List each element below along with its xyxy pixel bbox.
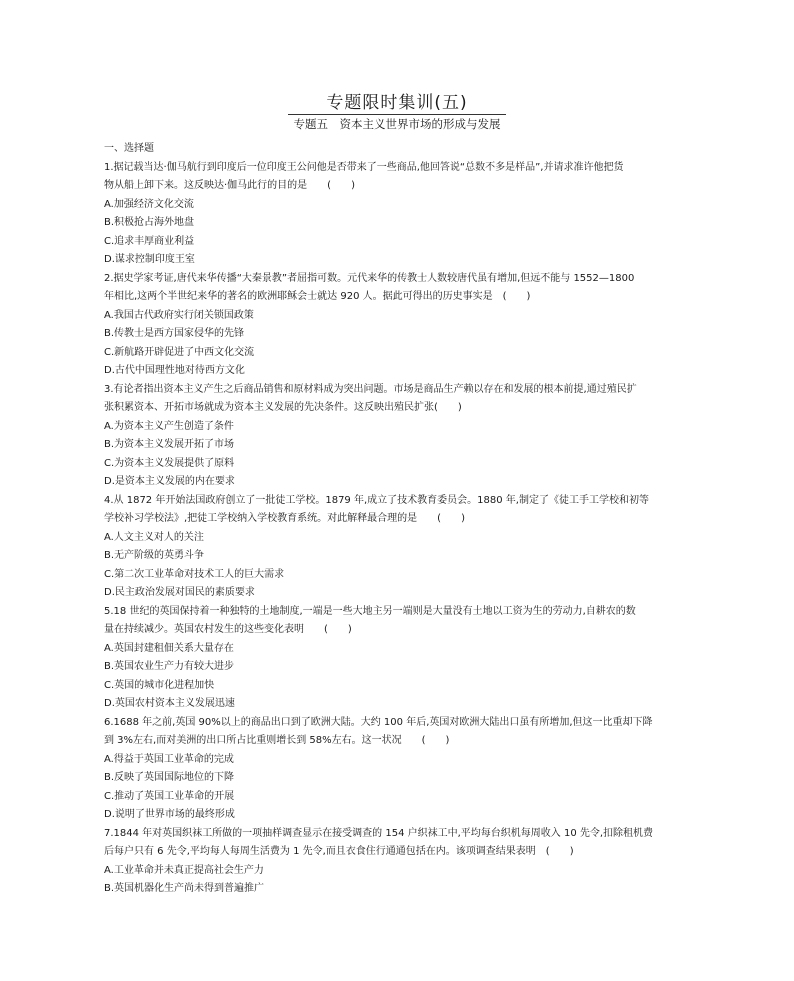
page-subtitle: 专题五 资本主义世界市场的形成与发展 <box>293 117 501 131</box>
answer-option: B.积极抢占海外地盘 <box>104 217 195 228</box>
answer-option: D.说明了世界市场的最终形成 <box>104 809 235 820</box>
answer-option: C.第二次工业革命对技术工人的巨大需求 <box>104 568 285 580</box>
question-6 <box>104 714 694 825</box>
question-stem-line: 年相比,这两个半世纪来华的著名的欧洲耶稣会士就达 920 人。据此可得出的历史事实是 ( ) <box>104 291 531 302</box>
answer-option: D.是资本主义发展的内在要求 <box>104 476 235 487</box>
answer-option: B.无产阶级的英勇斗争 <box>104 550 205 561</box>
question-stem-line: 2.据史学家考证,唐代来华传播“大秦景教”者屈指可数。元代来华的传教士人数较唐代虽有增加,但远不能与 1552—1800 <box>104 272 635 284</box>
question-stem-line: 量在持续减少。英国农村发生的这些变化表明 ( ) <box>104 624 352 635</box>
answer-option: C.追求丰厚商业利益 <box>104 235 195 247</box>
answer-option: B.英国农业生产力有较大进步 <box>104 661 235 672</box>
answer-option: C.英国的城市化进程加快 <box>104 679 215 691</box>
answer-option: B.传教士是西方国家侵华的先锋 <box>104 328 245 339</box>
answer-option: C.为资本主义发展提供了原料 <box>104 457 235 469</box>
answer-option: A.人文主义对人的关注 <box>104 531 204 543</box>
question-stem-line: 到 3%左右,而对美洲的出口所占比重则增长到 58%左右。这一状况 ( ) <box>104 735 450 746</box>
question-stem-line: 学校补习学校法》,把徒工学校纳入学校教育系统。对此解释最合理的是 ( ) <box>104 513 465 524</box>
question-stem-line: 3.有论者指出资本主义产生之后商品销售和原材料成为突出问题。市场是商品生产赖以存在和发展的根本前提,通过殖民扩 <box>104 383 637 395</box>
question-stem-line: 4.从 1872 年开始法国政府创立了一批徒工学校。1879 年,成立了技术教育委员会。1880 年,制定了《徒工手工学校和初等 <box>104 494 649 506</box>
answer-option: B.为资本主义发展开拓了市场 <box>104 439 235 450</box>
question-stem-line: 1.据记载当达·伽马航行到印度后一位印度王公问他是否带来了一些商品,他回答说“总数不多是样品”,并请求准许他把货 <box>104 161 624 173</box>
question-stem-line: 5.18 世纪的英国保持着一种独特的土地制度,一端是一些大地主另一端则是大量没有土地以工资为生的劳动力,自耕农的数 <box>104 605 636 617</box>
answer-option: D.民主政治发展对国民的素质要求 <box>104 587 255 598</box>
question-stem-line: 物从船上卸下来。这反映达·伽马此行的目的是 ( ) <box>104 180 355 191</box>
answer-option: C.推动了英国工业革命的开展 <box>104 790 235 802</box>
answer-option: B.反映了英国国际地位的下降 <box>104 772 235 783</box>
question-7 <box>104 825 694 899</box>
question-2 <box>104 270 694 381</box>
questions-container <box>104 159 694 899</box>
question-4 <box>104 492 694 603</box>
answer-option: D.谋求控制印度王室 <box>104 254 195 265</box>
question-5 <box>104 603 694 714</box>
answer-option: A.加强经济文化交流 <box>104 198 194 210</box>
question-1 <box>104 159 694 270</box>
answer-option: A.工业革命并未真正提高社会生产力 <box>104 864 264 876</box>
question-3 <box>104 381 694 492</box>
question-stem-line: 7.1844 年对英国织袜工所做的一项抽样调查显示在接受调查的 154 户织袜工中,平均每台织机每周收入 10 先令,扣除租机费 <box>104 827 654 839</box>
section-heading: 一、选择题 <box>104 143 154 154</box>
title-underline <box>288 114 506 115</box>
question-stem-line: 后每户只有 6 先令,平均每人每周生活费为 1 先令,而且衣食住行通通包括在内。该项调查结果表明 ( ) <box>104 846 574 857</box>
question-stem-line: 6.1688 年之前,英国 90%以上的商品出口到了欧洲大陆。大约 100 年后,英国对欧洲大陆出口虽有所增加,但这一比重却下降 <box>104 716 653 728</box>
question-list <box>104 140 694 899</box>
question-stem-line: 张积累资本、开拓市场就成为资本主义发展的先决条件。这反映出殖民扩张( ) <box>104 402 462 413</box>
answer-option: C.新航路开辟促进了中西文化交流 <box>104 346 255 358</box>
answer-option: A.我国古代政府实行闭关锁国政策 <box>104 309 254 321</box>
answer-option: A.英国封建租佃关系大量存在 <box>104 642 234 654</box>
answer-option: A.得益于英国工业革命的完成 <box>104 753 234 765</box>
answer-option: A.为资本主义产生创造了条件 <box>104 420 234 432</box>
answer-option: D.英国农村资本主义发展迅速 <box>104 698 235 709</box>
page-title: 专题限时集训(五) <box>326 93 468 113</box>
answer-option: B.英国机器化生产尚未得到普遍推广 <box>104 883 265 894</box>
answer-option: D.古代中国理性地对待西方文化 <box>104 365 245 376</box>
